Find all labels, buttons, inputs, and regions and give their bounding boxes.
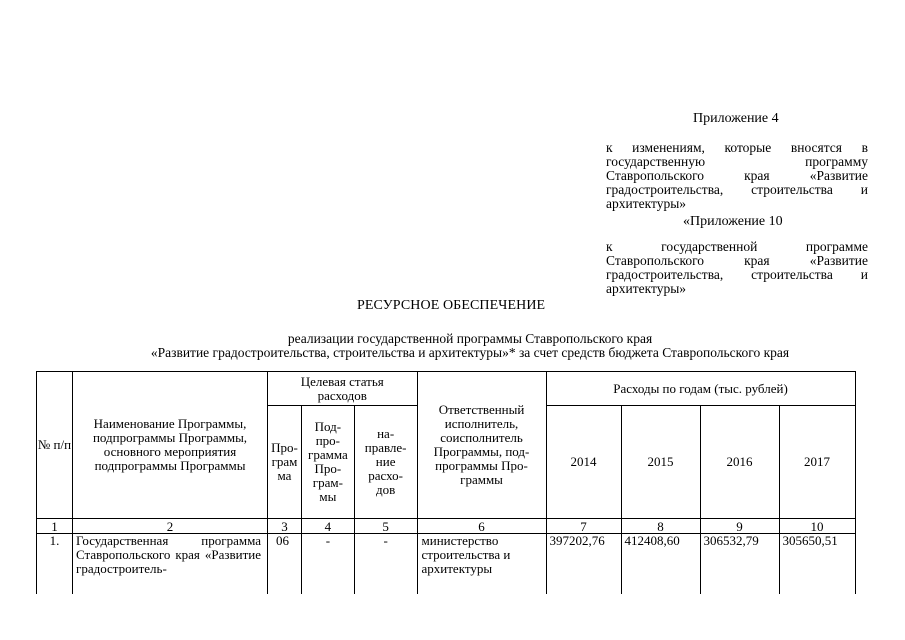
row-2015: 412408,60 [621, 534, 700, 594]
table-row [37, 534, 856, 594]
row-2014: 397202,76 [546, 534, 621, 594]
header-year-2017: 2017 [779, 406, 855, 519]
appendix-10-text: к государственной программе Ставропольского края «Развитие градостроительства, строительства и архитектуры» [606, 239, 868, 296]
document-subtitle-line1: реализации государственной программы Ставропольского края [287, 331, 653, 346]
header-target-article: Целевая статья расходов [268, 372, 418, 406]
header-direction: на-правле-ние расхо-дов [354, 406, 417, 519]
row-name: Государственная программа Ставропольского края «Развитие градостроитель- [73, 534, 268, 594]
row-2016: 306532,79 [700, 534, 779, 594]
row-2017: 305650,51 [779, 534, 855, 594]
row-num: 1. [37, 534, 73, 594]
column-number: 9 [700, 519, 779, 534]
document-title: РЕСУРСНОЕ ОБЕСПЕЧЕНИЕ [357, 298, 546, 313]
column-number: 1 [37, 519, 73, 534]
appendix-text: к изменениям, которые вносятся в государственную программу Ставропольского края «Развитие градостроительства, строительства и архитектуры» [606, 140, 868, 211]
resource-table [36, 371, 856, 594]
header-executor: Ответственный исполнитель, соисполнитель Программы, под-программы Про-граммы [417, 372, 546, 519]
header-subprogram: Под-про-грамма Про-грам-мы [302, 406, 355, 519]
document-subtitle [80, 332, 860, 360]
header-year-2014: 2014 [546, 406, 621, 519]
header-year-2016: 2016 [700, 406, 779, 519]
appendix-10-title: «Приложение 10 [683, 214, 783, 229]
row-executor: министерство строительства и архитектуры [417, 534, 546, 594]
column-number: 6 [417, 519, 546, 534]
column-number: 8 [621, 519, 700, 534]
row-direction: - [354, 534, 417, 594]
row-subprogram: - [302, 534, 355, 594]
column-number: 3 [268, 519, 302, 534]
appendix-title: Приложение 4 [693, 111, 779, 126]
column-number: 4 [302, 519, 355, 534]
header-num: № п/п [37, 372, 73, 519]
header-year-2015: 2015 [621, 406, 700, 519]
row-program: 06 [268, 534, 302, 594]
column-number: 5 [354, 519, 417, 534]
column-number: 10 [779, 519, 855, 534]
header-program: Про-грам ма [268, 406, 302, 519]
header-expenses-by-year: Расходы по годам (тыс. рублей) [546, 372, 855, 406]
header-name: Наименование Программы, подпрограммы Программы, основного мероприятия подпрограммы Программы [73, 372, 268, 519]
column-number: 7 [546, 519, 621, 534]
column-number: 2 [73, 519, 268, 534]
document-subtitle-line2: «Развитие градостроительства, строительства и архитектуры»* за счет средств бюджета Ставропольского края [150, 345, 790, 360]
